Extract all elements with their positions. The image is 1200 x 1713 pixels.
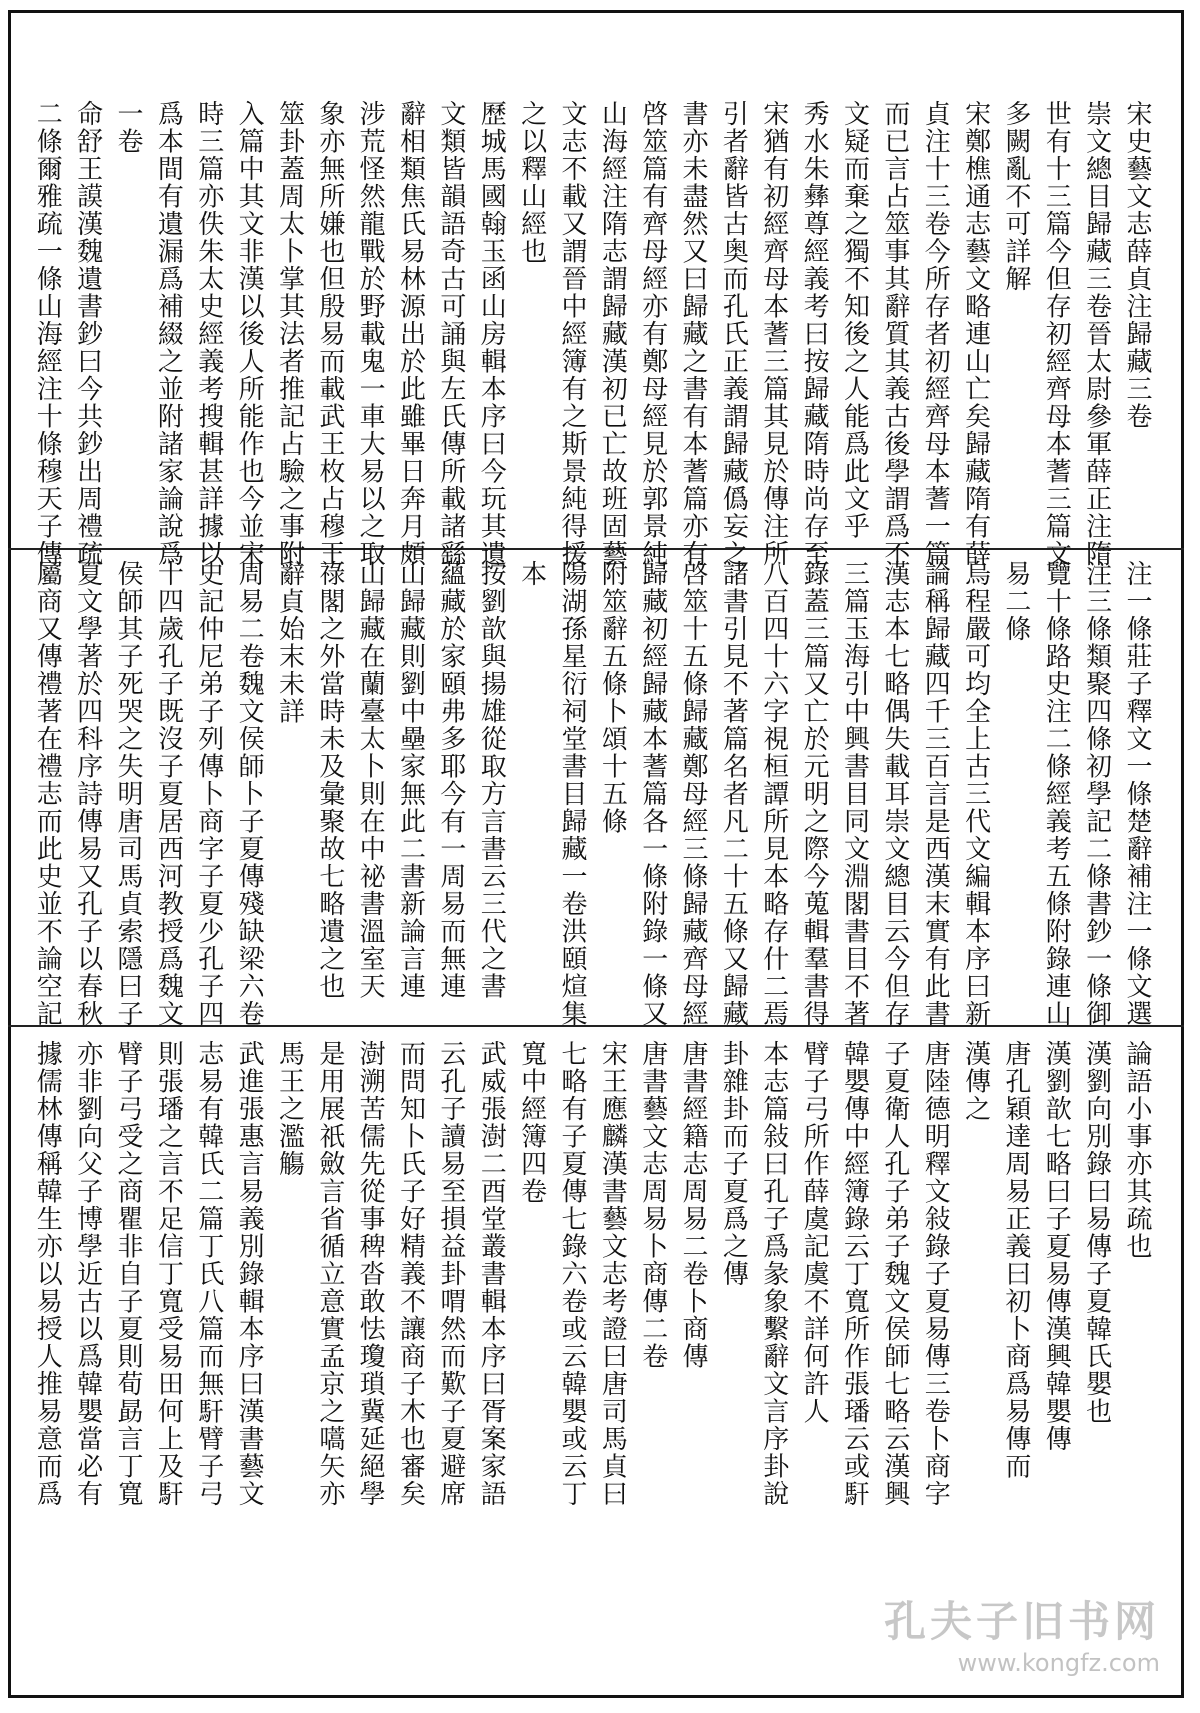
text-band-bottom: [30, 1040, 1160, 1520]
text-column: 周易二卷魏文侯師卜子夏傳殘缺梁六卷: [234, 560, 265, 1028]
text-column: 論稱歸藏四千三百言是西漢末實有此書: [920, 560, 951, 1028]
text-column: 漢志本七略偶失載耳崇文總目云今但存: [879, 560, 910, 1028]
text-column: 辭相類焦氏易林源出於此雖畢日奔月頗: [395, 100, 426, 568]
text-column: 歷城馬國翰玉函山房輯本序曰今玩其遺: [476, 100, 507, 568]
text-column: 而問知卜氏子好精義不讓商子木也審矣: [395, 1040, 426, 1508]
text-band-top: [30, 100, 1160, 570]
text-column: 涉荒怪然龍戰於野載鬼一車大易以之取: [355, 100, 386, 568]
text-column: 卦雜卦而子夏爲之傳: [718, 1040, 749, 1288]
watermark-title: 孔夫子旧书网: [883, 1597, 1160, 1646]
text-column: 諸書引見不著篇名者凡二十五條又歸藏: [718, 560, 749, 1028]
text-column: 則張璠之言不足信丁寬受易田何上及馯: [153, 1040, 184, 1508]
text-column: 之以釋山經也: [516, 100, 547, 265]
text-column: 唐書經籍志周易二卷卜商傳: [678, 1040, 709, 1370]
text-column: 象亦無所嫌也但殷易而載武王枚占穆王: [314, 100, 345, 568]
text-column: 錄蓋三篇又亡於元明之際今蒐輯羣書得: [799, 560, 830, 1028]
text-column: 附筮辭五條卜頌十五條: [597, 560, 628, 835]
text-column: 而已言占筮事其辭質其義古後學謂爲不: [879, 100, 910, 568]
text-column: 多闕亂不可詳解: [1000, 100, 1031, 293]
text-column: 漢劉向別錄曰易傳子夏韓氏嬰也: [1081, 1040, 1112, 1425]
text-column: 貞注十三卷今所存者初經齊母本蓍一篇: [920, 100, 951, 568]
text-column: 宋猶有初經齊母本蓍三篇其見於傳注所: [758, 100, 789, 568]
text-column: 文類皆韻語奇古可誦與左氏傳所載諸繇: [435, 100, 466, 568]
text-column: 引者辭皆古奥而孔氏正義謂歸藏僞妄之: [718, 100, 749, 568]
text-column: 寬中經簿四卷: [516, 1040, 547, 1205]
text-column: 七略有子夏傳七錄六卷或云韓嬰或云丁: [556, 1040, 587, 1508]
text-column: 啓筮十五條歸藏鄭母經三條歸藏齊母經: [678, 560, 709, 1028]
text-column: 漢劉歆七略曰子夏易傳漢興韓嬰傳: [1041, 1040, 1072, 1453]
text-column: 馬王之濫觴: [274, 1040, 305, 1178]
text-column: 十四歲孔子既沒子夏居西河教授爲魏文: [153, 560, 184, 1028]
text-column: 易二條: [1000, 560, 1031, 643]
text-column: 宋鄭樵通志藝文略連山亡矣歸藏隋有薛: [960, 100, 991, 568]
text-column: 按劉歆與揚雄從取方言書云三代之書: [476, 560, 507, 1000]
text-column: 注一條莊子釋文一條楚辭補注一條文選: [1122, 560, 1152, 1028]
text-column: 辭貞始末未詳: [274, 560, 305, 725]
text-column: 筮卦蓋周太卜掌其法者推記占驗之事附: [274, 100, 305, 568]
text-column: 夏文學著於四科序詩傳易又孔子以春秋: [72, 560, 103, 1028]
text-column: 蘊藏於家頤弗多耶今有一周易而無連: [435, 560, 466, 1000]
text-column: 唐書藝文志周易卜商傳二卷: [637, 1040, 668, 1370]
text-column: 烏程嚴可均全上古三代文編輯本序曰新: [960, 560, 991, 1028]
text-column: 漢傳之: [960, 1040, 991, 1123]
text-column: 二條爾雅疏一條山海經注十條穆天子傳: [32, 100, 63, 568]
text-column: 云孔子讀易至損益卦喟然而歎子夏避席: [435, 1040, 466, 1508]
text-column: 啓筮篇有齊母經亦有鄭母經見於郭景純: [637, 100, 668, 568]
text-column: 世有十三篇今但存初經齊母本蓍三篇文: [1041, 100, 1072, 568]
text-column: 子夏衛人孔子弟子魏文侯師七略云漢興: [879, 1040, 910, 1508]
text-column: 亦非劉向父子博學近古以爲韓嬰當必有: [72, 1040, 103, 1508]
text-column: 本: [516, 560, 547, 588]
text-column: 祿閣之外當時未及彙聚故七略遺之也: [314, 560, 345, 1000]
text-column: 書亦未盡然又曰歸藏之書有本蓍篇亦有: [678, 100, 709, 568]
text-column: 武威張澍二酉堂叢書輯本序曰胥案家語: [476, 1040, 507, 1508]
text-column: 澍溯苦儒先從事稗沓敢怯瓊瑣冀延絕學: [355, 1040, 386, 1508]
text-column: 秀水朱彝尊經義考曰按歸藏隋時尚存至: [799, 100, 830, 568]
text-column: 論語小事亦其疏也: [1122, 1040, 1152, 1260]
text-column: 時三篇亦佚朱太史經義考搜輯甚詳據以: [193, 100, 224, 568]
text-column: 臂子弓受之商瞿非自子夏則荀勗言丁寬: [113, 1040, 144, 1508]
text-column: 是用展祇斂言省循立意實孟京之嚆矢亦: [314, 1040, 345, 1508]
text-column: 武進張惠言易義別錄輯本序曰漢書藝文: [234, 1040, 265, 1508]
text-column: 八百四十六字視桓譚所見本略存什二焉: [758, 560, 789, 1028]
text-column: 一卷: [113, 100, 144, 155]
text-column: 史記仲尼弟子列傳卜商字子夏少孔子四: [193, 560, 224, 1028]
text-column: 陽湖孫星衍祠堂書目歸藏一卷洪頤煊集: [556, 560, 587, 1028]
text-column: 宋史藝文志薛貞注歸藏三卷: [1122, 100, 1152, 430]
text-column: 唐孔穎達周易正義曰初卜商爲易傳而: [1000, 1040, 1031, 1480]
text-column: 覽十條路史注二條經義考五條附錄連山: [1041, 560, 1072, 1028]
text-column: 屬商又傳禮著在禮志而此史並不論空記: [32, 560, 63, 1028]
text-column: 侯師其子死哭之失明唐司馬貞索隱曰子: [113, 560, 144, 1028]
text-column: 文疑而棄之獨不知後之人能爲此文乎: [839, 100, 870, 540]
text-column: 命舒王謨漢魏遺書鈔曰今共鈔出周禮疏: [72, 100, 103, 568]
text-column: 文志不載又謂晉中經簿有之斯景純得援: [556, 100, 587, 568]
text-column: 爲本間有遺漏爲補綴之並附諸家論說爲: [153, 100, 184, 568]
text-column: 志易有韓氏二篇丁氏八篇而無馯臂子弓: [193, 1040, 224, 1508]
text-column: 本志篇敍曰孔子爲彖象繫辭文言序卦說: [758, 1040, 789, 1508]
text-column: 注三條類聚四條初學記二條書鈔一條御: [1081, 560, 1112, 1028]
text-column: 臂子弓所作薛虞記虞不詳何許人: [799, 1040, 830, 1425]
watermark-url: www.kongfz.com: [957, 1649, 1160, 1677]
text-column: 三篇玉海引中興書目同文淵閣書目不著: [839, 560, 870, 1028]
text-column: 入篇中其文非漢以後人所能作也今並宋: [234, 100, 265, 568]
text-band-middle: [30, 560, 1160, 1040]
text-column: 山海經注隋志謂歸藏漢初已亡故班固藝: [597, 100, 628, 568]
text-column: 韓嬰傳中經簿錄云丁寬所作張璠云或馯: [839, 1040, 870, 1508]
text-column: 歸藏初經歸藏本蓍篇各一條附錄一條又: [637, 560, 668, 1028]
watermark: [884, 1589, 1160, 1677]
text-column: 崇文總目歸藏三卷晉太尉參軍薛正注隋: [1081, 100, 1112, 568]
text-column: 山歸藏在蘭臺太卜則在中祕書溫室天: [355, 560, 386, 1000]
text-column: 據儒林傳稱韓生亦以易授人推易意而爲: [32, 1040, 63, 1508]
text-column: 宋王應麟漢書藝文志考證曰唐司馬貞曰: [597, 1040, 628, 1508]
text-column: 唐陸德明釋文敍錄子夏易傳三卷卜商字: [920, 1040, 951, 1508]
text-column: 山歸藏則劉中壘家無此二書新論言連: [395, 560, 426, 1000]
